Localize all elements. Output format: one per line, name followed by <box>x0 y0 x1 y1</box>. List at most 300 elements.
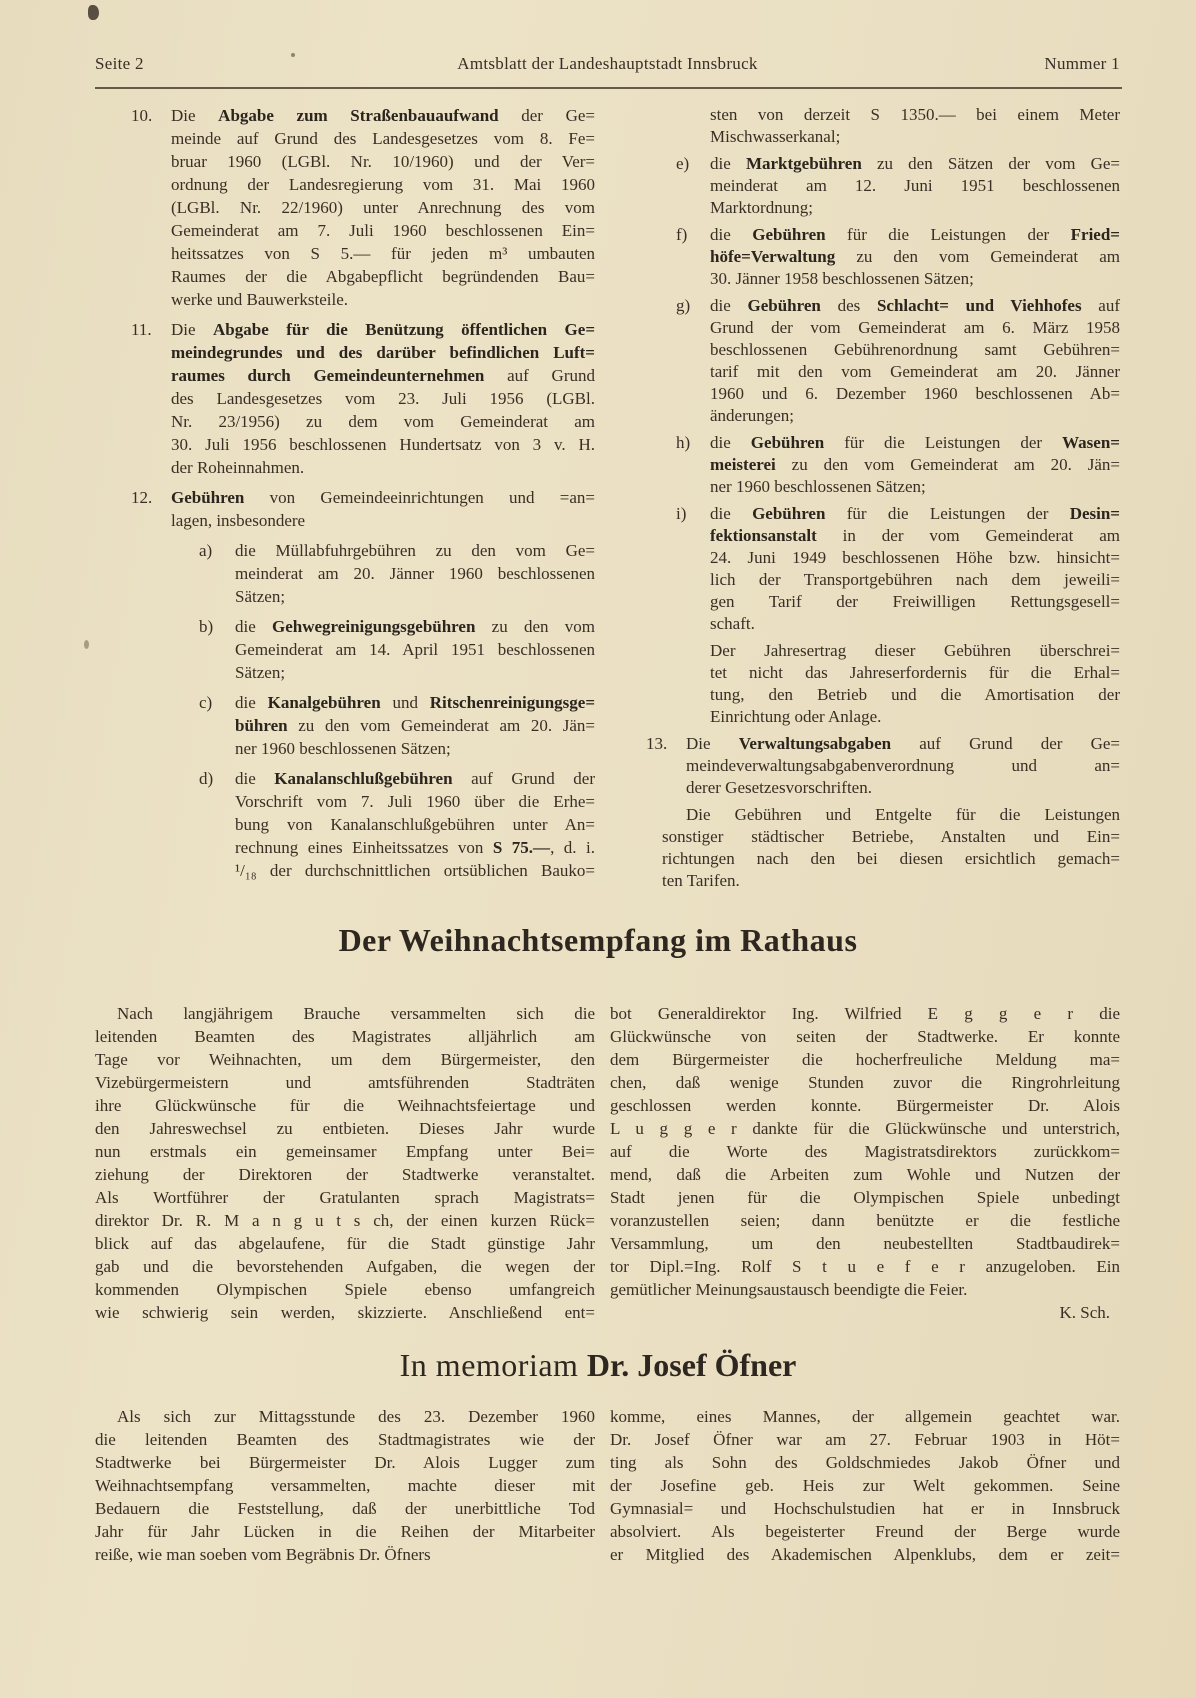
bold-run: Gebühren <box>752 225 826 244</box>
text-line <box>95 1163 595 1186</box>
bold-run: Ritschenreinigungsge= <box>429 693 595 712</box>
bold-run: raumes durch Gemeindeunternehmen <box>171 366 485 385</box>
text-run: zu den vom Gemeinderat am 20. Jän= <box>287 716 595 735</box>
text-line <box>710 640 1120 662</box>
text-run: kommenden Olympischen Spiele ebenso umfangreich <box>95 1280 595 1299</box>
author-initials: K. Sch. <box>1059 1303 1110 1322</box>
text-line <box>710 525 1120 547</box>
article-weihnachtsempfang <box>95 1002 1120 1324</box>
text-line <box>171 104 595 127</box>
text-run: Sätzen; <box>235 663 286 682</box>
text-line <box>95 1140 595 1163</box>
text-run: auf die Worte des Magistratsdirektors zurückkom= <box>610 1142 1120 1161</box>
list-item-text <box>710 503 1120 635</box>
text-line <box>610 1002 1120 1025</box>
text-run: 24. Juni 1949 beschlossenen Höhe bzw. hinsicht= <box>710 548 1120 567</box>
text-run: ner 1960 beschlossenen Sätzen; <box>710 477 926 496</box>
bold-run: Gebühren <box>752 504 826 523</box>
text-run: die <box>235 693 268 712</box>
text-run: Mischwasserkanal; <box>710 127 841 146</box>
list-block <box>95 486 595 532</box>
text-run: Die Gebühren und Entgelte für die Leistungen <box>686 805 1120 824</box>
bold-run: Marktgebühren <box>745 154 862 173</box>
list-block <box>610 804 1120 892</box>
text-line <box>171 127 595 150</box>
text-run: gen Tarif der Freiwilligen Rettungsgesell= <box>710 592 1120 611</box>
list-item-label: f) <box>676 225 688 244</box>
text-line <box>610 1209 1120 1232</box>
text-run: in der vom Gemeinderat am <box>816 526 1120 545</box>
bold-run: meisterei <box>710 455 776 474</box>
text-line <box>235 539 595 562</box>
text-line <box>710 197 1120 219</box>
text-line <box>686 755 1120 777</box>
text-run: gab und die bevorstehenden Aufgaben, die wegen der <box>95 1257 595 1276</box>
text-run: meindeverwaltungsabgabenverordnung und an= <box>686 756 1120 775</box>
text-run: nun erstmals ein gemeinsamer Empfang unter Bei= <box>95 1142 595 1161</box>
list-item-text <box>171 486 595 532</box>
text-run: beschlossenen Gebührenordnung samt Gebühren= <box>710 340 1120 359</box>
text-line <box>710 547 1120 569</box>
text-run: rechnung eines Einheitssatzes von <box>235 838 493 857</box>
text-line <box>235 691 595 714</box>
text-run: der Roheinnahmen. <box>171 458 305 477</box>
text-run: er Mitglied des Akademischen Alpenklubs, dem er zeit= <box>610 1545 1120 1564</box>
heading-roman-part: In memoriam <box>399 1347 587 1383</box>
text-line <box>710 126 1120 148</box>
bold-run: Desin= <box>1069 504 1120 523</box>
text-line <box>710 503 1120 525</box>
text-line <box>95 1543 595 1566</box>
bold-run: Abgabe zum Straßenbauaufwand <box>218 106 499 125</box>
text-run: die leitenden Beamten des Stadtmagistrates wie der <box>95 1430 595 1449</box>
text-line <box>610 1428 1120 1451</box>
text-line <box>95 1232 595 1255</box>
text-run: ihre Glückwünsche für die Weihnachtsfeiertage und <box>95 1096 595 1115</box>
text-line <box>710 591 1120 613</box>
text-line <box>710 104 1120 126</box>
bold-run: Fried= <box>1070 225 1120 244</box>
text-line <box>235 714 595 737</box>
bold-run: Verwaltungsabgaben <box>738 734 892 753</box>
article-heading-in-memoriam <box>0 1347 1196 1384</box>
text-run: derer Gesetzesvorschriften. <box>686 778 872 797</box>
text-line <box>171 265 595 288</box>
text-line <box>710 662 1120 684</box>
text-line <box>610 1543 1120 1566</box>
text-line <box>95 1255 595 1278</box>
article-heading-weihnachtsempfang: Der Weihnachtsempfang im Rathaus <box>338 922 858 958</box>
text-run: (LGBl. Nr. 22/1960) unter Anrechnung des vom <box>171 198 595 217</box>
text-run: für die Leistungen der <box>825 504 1070 523</box>
text-line <box>235 638 595 661</box>
list-block <box>610 733 1120 799</box>
text-line <box>610 1117 1120 1140</box>
article1-right-text <box>610 1002 1120 1301</box>
text-run: Die <box>686 734 739 753</box>
text-run: die <box>710 296 748 315</box>
bold-run: Kanalgebühren <box>267 693 381 712</box>
bold-run: Schlacht= und Viehhofes <box>876 296 1082 315</box>
text-run: heitssatzes von S 5.— für jeden m³ umbauten <box>171 244 595 263</box>
text-run: 30. Juli 1956 beschlossenen Hundertsatz von 3 v. H. <box>171 435 595 454</box>
text-run: des Landesgesetzes vom 23. Juli 1956 (LGBl. <box>171 389 595 408</box>
article1-right-column <box>610 1002 1120 1324</box>
text-line <box>95 1278 595 1301</box>
text-line <box>95 1301 595 1324</box>
text-line <box>662 804 1120 826</box>
text-line <box>235 836 595 859</box>
text-line <box>95 1520 595 1543</box>
text-run: Gemeinderat am 7. Juli 1960 beschlossenen Ein= <box>171 221 595 240</box>
bold-run: Kanalanschlußgebühren <box>274 769 453 788</box>
text-line <box>610 1278 1120 1301</box>
list-item-label: 12. <box>131 488 153 507</box>
bold-run: Gebühren <box>750 433 825 452</box>
bold-run: Gebühren <box>171 488 245 507</box>
text-run: Nr. 23/1956) zu dem vom Gemeinderat am <box>171 412 595 431</box>
list-block <box>610 640 1120 728</box>
text-line <box>235 790 595 813</box>
text-run: 30. Jänner 1958 beschlossenen Sätzen; <box>710 269 974 288</box>
text-line <box>610 1140 1120 1163</box>
list-item-label: 10. <box>131 106 153 125</box>
text-line <box>95 1071 595 1094</box>
text-line <box>662 826 1120 848</box>
text-run: Glückwünsche von seiten der Stadtwerke. Er konnte <box>610 1027 1120 1046</box>
text-run: , d. i. <box>550 838 595 857</box>
text-run: der Ge= <box>498 106 595 125</box>
text-run: chen, daß wenige Stunden zuvor die Ringrohrleitung <box>610 1073 1120 1092</box>
list-item-text <box>710 432 1120 498</box>
text-line <box>610 1094 1120 1117</box>
list-item-text <box>171 318 595 479</box>
list-item-text <box>710 640 1120 728</box>
text-line <box>95 1002 595 1025</box>
text-line <box>710 476 1120 498</box>
text-line <box>171 288 595 311</box>
bold-run: S 75.— <box>492 838 551 857</box>
article1-left-column <box>95 1002 595 1324</box>
text-line <box>610 1163 1120 1186</box>
text-run: die <box>710 504 753 523</box>
list-block <box>610 503 1120 635</box>
text-run: Die <box>171 320 214 339</box>
text-run: geschlossen werden konnte. Bürgermeister Dr. Alois <box>610 1096 1120 1115</box>
list-item-label: g) <box>676 296 691 315</box>
text-line <box>610 1474 1120 1497</box>
text-run: ner 1960 beschlossenen Sätzen; <box>235 739 451 758</box>
tax-list-section <box>95 104 1120 897</box>
list-item-text <box>710 153 1120 219</box>
text-run: direktor Dr. R. M a n g u t s ch, der einen kurzen Rück= <box>95 1211 595 1230</box>
bold-run: Abgabe für die Benützung öffentlichen Ge= <box>213 320 596 339</box>
text-run: Stadt jenen für die Olympischen Spiele unbedingt <box>610 1188 1120 1207</box>
text-line <box>662 848 1120 870</box>
bold-run: Gehwegreinigungsgebühren <box>272 617 476 636</box>
text-line <box>610 1048 1120 1071</box>
text-run: des <box>820 296 877 315</box>
text-run: den Jahreswechsel zu entbieten. Dieses Jahr wurde <box>95 1119 595 1138</box>
text-line <box>610 1186 1120 1209</box>
text-line <box>95 1048 595 1071</box>
text-line <box>710 405 1120 427</box>
text-line <box>171 242 595 265</box>
text-line <box>95 1474 595 1497</box>
list-item-label: h) <box>676 433 691 452</box>
text-line <box>710 268 1120 290</box>
text-line <box>235 661 595 684</box>
text-line <box>710 175 1120 197</box>
text-run: Vizebürgermeistern und amtsführenden Stadträten <box>95 1073 595 1092</box>
text-run: Grund der vom Gemeinderat am 6. März 1958 <box>710 318 1120 337</box>
text-run: die <box>235 769 275 788</box>
heading-fraktur-part: Dr. Josef Öfner <box>586 1347 797 1383</box>
text-run: auf Grund <box>484 366 595 385</box>
text-run: richtungen nach den bei diesen ersichtlich gemach= <box>662 849 1120 868</box>
text-line <box>235 813 595 836</box>
header-rule <box>95 87 1122 89</box>
list-block <box>95 104 595 311</box>
text-line <box>95 1186 595 1209</box>
list-item-label: a) <box>199 541 213 560</box>
list-item-label: 13. <box>646 734 668 753</box>
text-run: auf Grund der <box>452 769 595 788</box>
text-line <box>710 383 1120 405</box>
text-run: zu den vom <box>475 617 595 636</box>
text-run: Die <box>171 106 219 125</box>
text-line <box>710 295 1120 317</box>
text-line <box>710 339 1120 361</box>
text-line <box>610 1451 1120 1474</box>
list-item-text <box>171 104 595 311</box>
text-line <box>95 1117 595 1140</box>
text-line <box>610 1497 1120 1520</box>
text-run: schaft. <box>710 614 755 633</box>
text-run: lagen, insbesondere <box>171 511 306 530</box>
text-line <box>235 585 595 608</box>
list-block <box>610 104 1120 148</box>
text-line <box>95 1025 595 1048</box>
list-item-text <box>235 539 595 608</box>
text-run: wie schwierig sein werden, skizzierte. Anschließend ent= <box>95 1303 595 1322</box>
text-line <box>171 509 595 532</box>
text-run: ting als Sohn des Goldschmiedes Jakob Öfner und <box>610 1453 1120 1472</box>
text-line <box>171 387 595 410</box>
text-run: Bedauern die Feststellung, daß der unerbittliche Tod <box>95 1499 595 1518</box>
list-item-text <box>710 224 1120 290</box>
article-in-memoriam <box>95 1405 1120 1566</box>
list-item-label: d) <box>199 769 214 788</box>
text-run: zu den Sätzen der vom Ge= <box>861 154 1120 173</box>
text-run: Raumes der die Abgabepflicht begründenden Bau= <box>171 267 595 286</box>
text-run: tor Dipl.=Ing. Rolf S t u e f e r anzugeloben. Ein <box>610 1257 1120 1276</box>
text-run: bung von Kanalanschlußgebühren unter An= <box>235 815 595 834</box>
text-run: Stadtwerke bei Bürgermeister Dr. Alois Lugger zum <box>95 1453 595 1472</box>
list-item-text <box>710 104 1120 148</box>
list-item-label: c) <box>199 693 213 712</box>
text-line <box>710 361 1120 383</box>
text-line <box>171 150 595 173</box>
bold-run: bühren <box>235 716 288 735</box>
text-run: Marktordnung; <box>710 198 813 217</box>
issue-number-label: Nummer 1 <box>1044 54 1120 73</box>
list-item-text <box>235 767 595 882</box>
list-item-label: e) <box>676 154 690 173</box>
list-block <box>95 318 595 479</box>
text-run: gemütlicher Meinungsaustausch beendigte die Feier. <box>610 1280 968 1299</box>
text-run: Tage vor Weihnachten, um dem Bürgermeister, den <box>95 1050 595 1069</box>
text-run: die Müllabfuhrgebühren zu den vom Ge= <box>235 541 595 560</box>
text-run: Nach langjährigem Brauche versammelten sich die <box>117 1004 595 1023</box>
text-run: L u g g e r dankte für die Glückwünsche und unterstrich, <box>610 1119 1120 1138</box>
text-run: tet nicht das Jahreserfordernis für die Erhal= <box>710 663 1120 682</box>
text-run: Sätzen; <box>235 587 286 606</box>
text-line <box>95 1451 595 1474</box>
text-line <box>171 219 595 242</box>
text-line <box>610 1405 1120 1428</box>
text-line <box>235 615 595 638</box>
text-line <box>171 410 595 433</box>
gazette-title: Amtsblatt der Landeshauptstadt Innsbruck <box>457 54 758 73</box>
text-run: dem Bürgermeister die hocherfreuliche Meldung ma= <box>610 1050 1120 1069</box>
list-item-label: i) <box>676 504 687 523</box>
text-line <box>610 1025 1120 1048</box>
text-run: Dr. Josef Öfner war am 27. Februar 1903 in Höt= <box>610 1430 1120 1449</box>
text-run: von Gemeindeeinrichtungen und =an= <box>244 488 595 507</box>
text-run: absolviert. Als begeisterter Freund der Berge wurde <box>610 1522 1120 1541</box>
text-run: und <box>380 693 430 712</box>
list-block <box>610 295 1120 427</box>
text-run: der Josefine geb. Heis zur Welt gekommen. Seine <box>610 1476 1120 1495</box>
text-line <box>662 870 1120 892</box>
tax-list-right-column <box>610 104 1120 897</box>
text-line <box>710 569 1120 591</box>
text-run: sten von derzeit S 1350.— bei einem Meter <box>710 105 1120 124</box>
text-line <box>95 1094 595 1117</box>
text-run: voranzustellen seien; dann benützte er die festliche <box>610 1211 1120 1230</box>
text-line <box>95 1209 595 1232</box>
text-run: tung, den Betrieb und die Amortisation der <box>710 685 1120 704</box>
list-block <box>610 153 1120 219</box>
text-run: Der Jahresertrag dieser Gebühren überschrei= <box>710 641 1120 660</box>
text-run: werke und Bauwerksteile. <box>171 290 349 309</box>
text-run: ten Tarifen. <box>662 871 740 890</box>
list-item-label: 11. <box>131 320 152 339</box>
text-line <box>235 859 595 882</box>
text-line <box>235 737 595 760</box>
text-line <box>235 562 595 585</box>
text-line <box>95 1428 595 1451</box>
text-run: auf Grund der Ge= <box>891 734 1120 753</box>
text-run: Weihnachtsempfang versammelten, machte dieser mit <box>95 1476 595 1495</box>
bold-run: höfe=Verwaltung <box>710 247 836 266</box>
list-block <box>95 691 595 760</box>
text-run: zu den vom Gemeinderat am <box>835 247 1120 266</box>
text-line <box>171 364 595 387</box>
text-run: Als Wortführer der Gratulanten sprach Magistrats= <box>95 1188 595 1207</box>
text-run: Als sich zur Mittagsstunde des 23. Dezember 1960 <box>117 1407 595 1426</box>
text-line <box>710 224 1120 246</box>
list-block <box>95 539 595 608</box>
bold-run: Gebühren <box>747 296 821 315</box>
text-run: änderungen; <box>710 406 795 425</box>
text-run: die <box>710 154 746 173</box>
text-line <box>235 767 595 790</box>
text-run: komme, eines Mannes, der allgemein geachtet war. <box>610 1407 1120 1426</box>
page-number-label: Seite 2 <box>95 54 144 73</box>
text-line <box>710 153 1120 175</box>
page-header <box>95 54 1120 78</box>
text-run: blick auf das abgelaufene, für die Stadt günstige Jahr <box>95 1234 595 1253</box>
list-block <box>95 767 595 882</box>
text-line <box>610 1255 1120 1278</box>
text-line <box>610 1520 1120 1543</box>
text-line <box>171 196 595 219</box>
text-run: Versammlung, um den neubestellten Stadtbaudirek= <box>610 1234 1120 1253</box>
list-item-text <box>662 804 1120 892</box>
text-run: mend, daß die Arbeiten zum Wohle und Nutzen der <box>610 1165 1120 1184</box>
list-block <box>95 615 595 684</box>
text-run: ¹/₁₈ der durchschnittlichen ortsüblichen Bauko= <box>235 861 595 880</box>
list-item-text <box>710 295 1120 427</box>
list-item-text <box>235 691 595 760</box>
text-run: für die Leistungen der <box>825 225 1071 244</box>
text-run: Gymnasial= und Hochschulstudien hat er in Innsbruck <box>610 1499 1120 1518</box>
text-line <box>171 318 595 341</box>
bold-run: Wasen= <box>1062 433 1120 452</box>
text-run: tarif mit den vom Gemeinderat am 20. Jänner <box>710 362 1120 381</box>
text-run: meinderat am 20. Jänner 1960 beschlossenen <box>235 564 595 583</box>
text-run: lich der Transportgebühren nach dem jeweili= <box>710 570 1120 589</box>
text-run: die <box>710 225 753 244</box>
text-run: für die Leistungen der <box>824 433 1063 452</box>
text-line <box>710 317 1120 339</box>
text-line <box>610 1071 1120 1094</box>
text-run: ordnung der Landesregierung vom 31. Mai 1960 <box>171 175 595 194</box>
article2-right-column <box>610 1405 1120 1566</box>
article2-left-column <box>95 1405 595 1566</box>
text-line <box>171 433 595 456</box>
list-item-text <box>235 615 595 684</box>
text-run: die <box>710 433 751 452</box>
scan-speck <box>84 640 89 649</box>
text-line <box>171 341 595 364</box>
list-block <box>610 224 1120 290</box>
text-run: die <box>235 617 273 636</box>
text-run: reiße, wie man soeben vom Begräbnis Dr. Öfners <box>95 1545 431 1564</box>
text-run: meinderat am 12. Juni 1951 beschlossenen <box>710 176 1120 195</box>
bold-run: meindegrundes und des darüber befindlichen Luft= <box>171 343 595 362</box>
text-run: bruar 1960 (LGBl. Nr. 10/1960) und der Ver= <box>171 152 595 171</box>
text-line <box>171 456 595 479</box>
text-run: auf <box>1081 296 1120 315</box>
text-line <box>171 173 595 196</box>
text-line <box>710 246 1120 268</box>
text-line <box>171 486 595 509</box>
text-run: meinde auf Grund des Landesgesetzes vom 8. Fe= <box>171 129 595 148</box>
text-line <box>710 706 1120 728</box>
text-line <box>610 1232 1120 1255</box>
text-line <box>686 777 1120 799</box>
list-item-text <box>686 733 1120 799</box>
text-line <box>710 454 1120 476</box>
text-run: 1960 und 6. Dezember 1960 beschlossenen Ab= <box>710 384 1120 403</box>
text-run: bot Generaldirektor Ing. Wilfried E g g e r die <box>610 1004 1120 1023</box>
text-line <box>95 1405 595 1428</box>
text-run: ziehung der Direktoren der Stadtwerke veranstaltet. <box>95 1165 595 1184</box>
tax-list-left-column <box>95 104 595 897</box>
